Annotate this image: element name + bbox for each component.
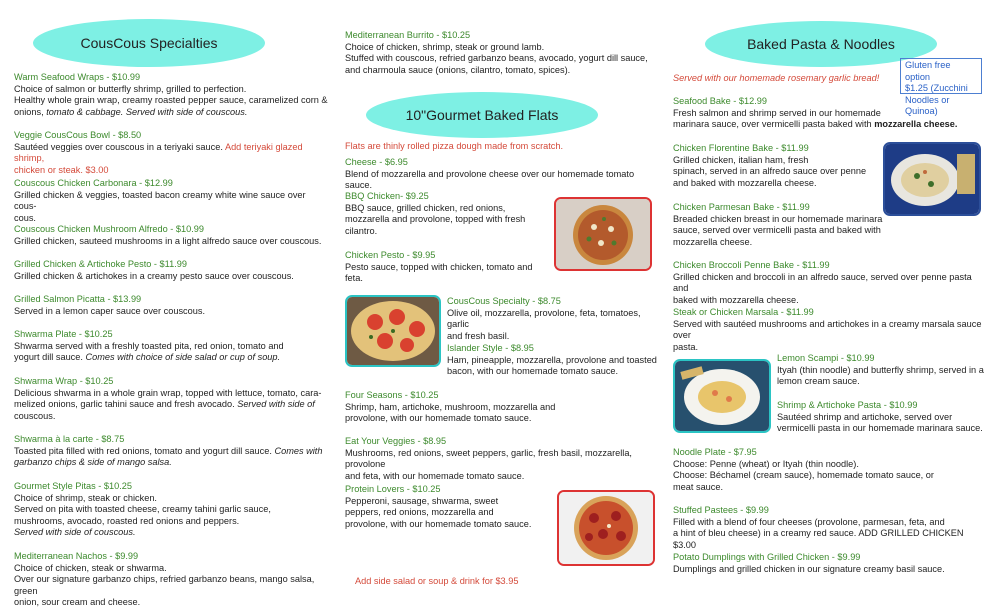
item-desc: Over our signature garbanzo chips, refried garbanzo beans, mango salsa, green bbox=[14, 574, 315, 596]
item-desc: mozzarella and provolone, topped with fresh bbox=[345, 214, 526, 225]
menu-item bbox=[14, 178, 330, 224]
flats-note: Flats are thinly rolled pizza dough made from scratch. bbox=[345, 141, 564, 151]
item-title: Chicken Broccoli Penne Bake - $11.99 bbox=[673, 260, 830, 270]
item-desc bbox=[14, 352, 284, 364]
item-title: Steak or Chicken Marsala - $11.99 bbox=[673, 307, 814, 317]
menu-item bbox=[14, 376, 321, 422]
menu-item bbox=[673, 202, 882, 248]
item-desc: Shrimp, ham, artichoke, mushroom, mozzarella and bbox=[345, 401, 556, 412]
bbq-chicken-pizza-photo bbox=[554, 197, 652, 271]
item-title: Eat Your Veggies - $8.95 bbox=[345, 436, 447, 446]
menu-item bbox=[777, 400, 983, 435]
item-desc: Blend of mozzarella and provolone cheese over our homemade tomato sauce. bbox=[345, 168, 635, 191]
couscous-pizza-photo bbox=[345, 295, 441, 367]
item-desc: Ityah (thin noodle) and butterfly shrimp, served in a bbox=[777, 364, 984, 375]
pasta-illustration bbox=[885, 144, 979, 214]
item-desc: Filled with a blend of four cheeses (provolone, parmesan, feta, and bbox=[673, 516, 945, 527]
item-desc bbox=[14, 142, 330, 165]
item-desc: BBQ sauce, grilled chicken, red onions, bbox=[345, 202, 506, 213]
item-desc: Shwarma served with a freshly toasted pita, red onion, tomato and bbox=[14, 340, 284, 351]
menu-item bbox=[14, 434, 322, 469]
item-desc-italic: tomato & cabbage. Served with side of couscous. bbox=[46, 106, 248, 117]
item-desc bbox=[673, 119, 957, 131]
item-desc: Ham, pineapple, mozzarella, provolone and toasted bbox=[447, 354, 657, 365]
gluten-free-box bbox=[900, 58, 982, 117]
protein-lovers-pizza-photo bbox=[557, 490, 655, 566]
item-desc-part: Toasted pita filled with red onions, tomato and yogurt dill sauce. bbox=[14, 445, 275, 456]
item-desc-italic: Served with side of bbox=[237, 399, 315, 410]
item-desc: mozzarella cheese. bbox=[673, 236, 753, 247]
item-title: Chicken Pesto - $9.95 bbox=[345, 250, 436, 260]
item-desc: Choice of chicken, shrimp, steak or ground lamb. bbox=[345, 41, 545, 52]
item-desc: Grilled chicken and broccoli in an alfredo sauce, served over penne pasta and bbox=[673, 271, 972, 294]
item-desc: Served with sautéed mushrooms and artichokes in a creamy marsala sauce over bbox=[673, 318, 982, 341]
pizza-illustration bbox=[559, 492, 653, 564]
item-desc-italic: Comes with choice of side salad or cup of soup. bbox=[85, 352, 281, 363]
item-desc: and fresh basil. bbox=[447, 330, 510, 341]
item-desc-part: yogurt dill sauce. bbox=[14, 352, 86, 363]
item-title: Veggie CousCous Bowl - $8.50 bbox=[14, 130, 142, 140]
item-desc: sauce, served over vermicelli pasta and baked with bbox=[673, 225, 881, 236]
item-title: Islander Style - $8.95 bbox=[447, 343, 534, 353]
item-desc: bacon, with our homemade tomato sauce. bbox=[447, 366, 619, 377]
item-title: Seafood Bake - $12.99 bbox=[673, 96, 767, 106]
item-desc: spinach, served in an alfredo sauce over penne bbox=[673, 166, 867, 177]
menu-item bbox=[447, 343, 657, 378]
item-desc: Fresh salmon and shrimp served in our homemade bbox=[673, 107, 881, 118]
item-desc: cilantro. bbox=[345, 225, 378, 236]
item-title: Protein Lovers - $10.25 bbox=[345, 484, 441, 494]
item-desc: feta. bbox=[345, 273, 363, 284]
item-desc: and baked with mozzarella cheese. bbox=[673, 177, 817, 188]
item-desc: a hint of bleu cheese) in a creamy red sauce. ADD GRILLED CHICKEN $3.00 bbox=[673, 528, 964, 550]
item-desc: mushrooms, avocado, roasted red onions and peppers. bbox=[14, 515, 240, 526]
lemon-scampi-photo bbox=[673, 359, 771, 433]
menu-item bbox=[673, 552, 945, 575]
menu-item bbox=[14, 72, 328, 118]
item-desc: Mushrooms, red onions, sweet peppers, garlic, fresh basil, mozzarella, provolone bbox=[345, 447, 632, 470]
item-desc: Pesto sauce, topped with chicken, tomato and bbox=[345, 261, 533, 272]
item-desc: and charmoula sauce (onions, cilantro, tomato, spices). bbox=[345, 64, 571, 75]
item-desc: onion, sour cream and cheese. bbox=[14, 597, 141, 608]
item-title: Warm Seafood Wraps - $10.99 bbox=[14, 72, 141, 82]
item-desc: Served in a lemon caper sauce over couscous. bbox=[14, 305, 205, 316]
banner-label: 10"Gourmet Baked Flats bbox=[405, 107, 559, 123]
item-desc: Grilled chicken & veggies, toasted bacon creamy white wine sauce over cous- bbox=[14, 189, 306, 212]
menu-item bbox=[345, 30, 648, 76]
item-desc: Breaded chicken breast in our homemade marinara bbox=[673, 213, 883, 224]
item-title: Chicken Florentine Bake - $11.99 bbox=[673, 143, 809, 153]
item-desc: Choose: Béchamel (cream sauce), homemade tomato sauce, or bbox=[673, 470, 934, 481]
item-title: Mediterranean Nachos - $9.99 bbox=[14, 551, 139, 561]
pasta-note bbox=[673, 73, 879, 85]
item-title: Shwarma Wrap - $10.25 bbox=[14, 376, 114, 386]
menu-item bbox=[673, 260, 987, 306]
menu-item bbox=[14, 259, 294, 282]
item-desc-part: melized onions, garlic tahini sauce and fresh avocado. bbox=[14, 399, 238, 410]
item-desc-italic: Comes with bbox=[274, 445, 323, 456]
menu-item bbox=[14, 481, 271, 539]
menu-item bbox=[345, 390, 555, 425]
chicken-florentine-photo bbox=[883, 142, 981, 216]
item-desc: peppers, red onions, mozzarella and bbox=[345, 507, 494, 518]
item-desc: baked with mozzarella cheese. bbox=[673, 294, 799, 305]
menu-item bbox=[673, 447, 934, 493]
item-title: Noodle Plate - $7.95 bbox=[673, 447, 757, 457]
item-title: Couscous Chicken Mushroom Alfredo - $10.99 bbox=[14, 224, 204, 234]
item-desc: Healthy whole grain wrap, creamy roasted pepper sauce, caramelized corn & bbox=[14, 95, 328, 106]
item-title: CousCous Specialty - $8.75 bbox=[447, 296, 561, 306]
item-desc: Delicious shwarma in a whole grain wrap, topped with lettuce, tomato, cara- bbox=[14, 387, 322, 398]
pizza-illustration bbox=[556, 199, 650, 269]
item-title: Chicken Parmesan Bake - $11.99 bbox=[673, 202, 810, 212]
item-title: Mediterranean Burrito - $10.25 bbox=[345, 30, 471, 40]
item-desc: Served on pita with toasted cheese, creamy tahini garlic sauce, bbox=[14, 504, 271, 515]
gluten-free-line: $1.25 (Zucchini bbox=[905, 83, 968, 94]
item-title: Four Seasons - $10.25 bbox=[345, 390, 439, 400]
item-desc: Choice of shrimp, steak or chicken. bbox=[14, 492, 157, 503]
item-desc: provolone, with our homemade tomato sauce. bbox=[345, 518, 532, 529]
menu-item bbox=[345, 191, 525, 237]
item-desc-italic: Served with side of couscous. bbox=[14, 527, 136, 538]
item-desc: lemon cream sauce. bbox=[777, 376, 860, 387]
menu-item bbox=[673, 96, 957, 131]
item-desc: Choice of salmon or butterfly shrimp, grilled to perfection. bbox=[14, 83, 247, 94]
item-desc: Grilled chicken, italian ham, fresh bbox=[673, 154, 809, 165]
baked-flats-banner bbox=[366, 92, 598, 138]
item-desc bbox=[14, 446, 322, 458]
item-desc: Dumplings and grilled chicken in our signature creamy basil sauce. bbox=[673, 563, 945, 574]
menu-item bbox=[14, 294, 205, 317]
item-desc: Olive oil, mozzarella, provolone, feta, tomatoes, garlic bbox=[447, 307, 641, 330]
item-title: Shwarma à la carte - $8.75 bbox=[14, 434, 125, 444]
item-title: Grilled Chicken & Artichoke Pesto - $11.99 bbox=[14, 259, 187, 269]
banner-label: Baked Pasta & Noodles bbox=[747, 36, 895, 52]
item-title: Shwarma Plate - $10.25 bbox=[14, 329, 113, 339]
item-desc: Grilled chicken, sauteed mushrooms in a light alfredo sauce over couscous. bbox=[14, 235, 322, 246]
menu-item bbox=[14, 551, 330, 609]
menu-item bbox=[14, 130, 330, 176]
item-title: Stuffed Pastees - $9.99 bbox=[673, 505, 769, 515]
item-desc: cous. bbox=[14, 212, 36, 223]
menu-item bbox=[673, 143, 866, 189]
item-desc: Choice of chicken, steak or shwarma. bbox=[14, 562, 167, 573]
item-desc-part: Sautéed veggies over couscous in a teriyaki sauce. bbox=[14, 141, 225, 152]
item-desc-italic: garbanzo chips & side of mango salsa. bbox=[14, 457, 172, 468]
menu-item bbox=[345, 157, 663, 192]
banner-label: CousCous Specialties bbox=[80, 35, 218, 51]
item-desc: Pepperoni, sausage, shwarma, sweet bbox=[345, 495, 499, 506]
menu-item bbox=[673, 307, 987, 353]
item-addon: Add teriyaki glazed shrimp, bbox=[14, 141, 303, 164]
item-desc: Grilled chicken & artichokes in a creamy pesto sauce over couscous. bbox=[14, 270, 294, 281]
item-desc: Choose: Penne (wheat) or Ityah (thin noodle). bbox=[673, 458, 859, 469]
item-desc-part: marinara sauce, over vermicelli pasta baked with bbox=[673, 119, 875, 130]
menu-item bbox=[345, 436, 663, 482]
menu-item bbox=[673, 505, 987, 551]
item-title: Gourmet Style Pitas - $10.25 bbox=[14, 481, 132, 491]
item-desc bbox=[14, 107, 328, 119]
item-desc bbox=[14, 399, 321, 411]
item-title: Couscous Chicken Carbonara - $12.99 bbox=[14, 178, 173, 188]
menu-item bbox=[447, 296, 663, 342]
item-title: Grilled Salmon Picatta - $13.99 bbox=[14, 294, 142, 304]
item-desc: Sautéed shrimp and artichoke, served over bbox=[777, 411, 953, 422]
item-title: Potato Dumplings with Grilled Chicken - $9.99 bbox=[673, 552, 861, 562]
item-desc-bold: mozzarella cheese. bbox=[874, 119, 958, 130]
item-desc: couscous. bbox=[14, 410, 56, 421]
item-title: BBQ Chicken- $9.25 bbox=[345, 191, 429, 201]
item-desc-part: onions, bbox=[14, 106, 47, 117]
pasta-note-text: Served with our homemade rosemary garlic bread! bbox=[673, 73, 880, 83]
gluten-free-line: Noodles or Quinoa) bbox=[905, 94, 950, 117]
item-desc: Stuffed with couscous, refried garbanzo beans, avocado, yogurt dill sauce, bbox=[345, 53, 648, 64]
menu-item bbox=[777, 353, 984, 388]
item-desc: pasta. bbox=[673, 341, 699, 352]
item-title: Cheese - $6.95 bbox=[345, 157, 408, 167]
item-desc: vermicelli pasta in our homemade marinara sauce. bbox=[777, 423, 983, 434]
item-addon: chicken or steak. $3.00 bbox=[14, 164, 109, 175]
menu-item bbox=[345, 484, 531, 530]
item-title: Lemon Scampi - $10.99 bbox=[777, 353, 875, 363]
item-title: Shrimp & Artichoke Pasta - $10.99 bbox=[777, 400, 918, 410]
menu-item bbox=[14, 224, 321, 247]
item-desc: provolone, with our homemade tomato sauce. bbox=[345, 413, 532, 424]
side-combo-note: Add side salad or soup & drink for $3.95 bbox=[355, 576, 519, 586]
pasta-illustration bbox=[675, 361, 769, 431]
couscous-specialties-banner bbox=[33, 19, 265, 67]
item-desc: meat sauce. bbox=[673, 481, 724, 492]
gluten-free-line: Gluten free option bbox=[905, 60, 951, 82]
item-desc: and feta, with our homemade tomato sauce. bbox=[345, 470, 525, 481]
menu-item bbox=[14, 329, 284, 364]
menu-item bbox=[345, 250, 532, 285]
pizza-illustration bbox=[347, 297, 439, 365]
